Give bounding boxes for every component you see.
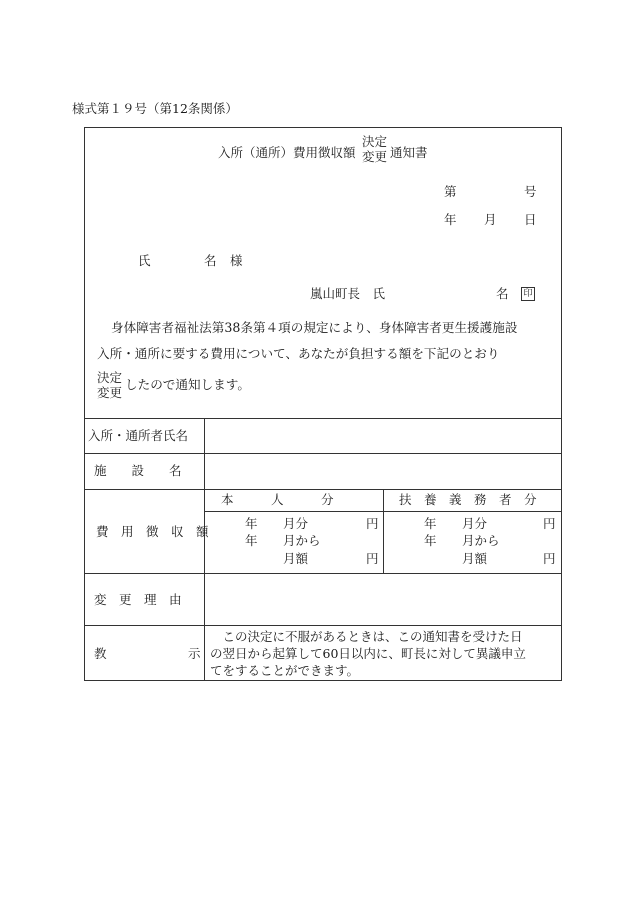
title-option-top: 決定 (362, 134, 388, 149)
supporter-yen-1: 円 (543, 516, 556, 531)
self-yen-2: 円 (366, 551, 379, 566)
row-rule-1 (84, 453, 562, 454)
self-portion-header: 本 人 分 (221, 492, 334, 507)
fee-split-rule (383, 489, 384, 573)
supporter-year-1: 年 (424, 516, 437, 531)
row-rule-4 (84, 625, 562, 626)
addressee-sama: 様 (230, 253, 243, 268)
facility-name-label: 施 設 名 (94, 463, 182, 478)
addressee-shi: 氏 (138, 253, 151, 268)
body-line-3: したので通知します。 (125, 377, 250, 392)
seal-icon: 印 (521, 287, 535, 301)
supporter-yen-2: 円 (543, 551, 556, 566)
row-rule-3 (84, 573, 562, 574)
label-column-rule (204, 418, 205, 681)
addressee-mei: 名 (204, 253, 217, 268)
fee-label: 費 用 徴 収 額 (96, 524, 209, 539)
date-month: 月 (484, 212, 497, 227)
supporter-from-month: 月から (462, 533, 500, 548)
self-year-2: 年 (245, 533, 258, 548)
form-label: 様式第１９号（第12条関係） (72, 101, 238, 116)
self-year-1: 年 (245, 516, 258, 531)
supporter-month-portion: 月分 (462, 516, 488, 531)
number-go: 号 (524, 184, 537, 199)
body-line-1: 身体障害者福祉法第38条第４項の規定により、身体障害者更生援護施設 (111, 320, 518, 335)
resident-name-label: 入所・通所者氏名 (88, 428, 189, 443)
body-option-stack (97, 370, 122, 400)
number-dai: 第 (444, 184, 457, 199)
seal-mark (521, 287, 535, 301)
self-yen-1: 円 (366, 516, 379, 531)
supporter-monthly-amount: 月額 (462, 551, 488, 566)
body-line-2: 入所・通所に要する費用について、あなたが負担する額を下記のとおり (97, 346, 500, 361)
title-prefix: 入所（通所）費用徴収額 (218, 145, 356, 160)
self-month-portion: 月分 (283, 516, 309, 531)
date-day: 日 (524, 212, 537, 227)
date-year: 年 (444, 212, 457, 227)
title-option-bottom: 変更 (362, 149, 388, 164)
table-top-rule (84, 418, 562, 419)
row-rule-2 (84, 489, 562, 490)
instruction-line-3: てをすることができます。 (210, 663, 360, 678)
issuer-title: 嵐山町長 氏 (310, 286, 386, 301)
instruction-line-1: この決定に不服があるときは、この通知書を受けた日 (210, 629, 523, 644)
instruction-label-end: 示 (188, 646, 201, 661)
supporter-year-2: 年 (424, 533, 437, 548)
instruction-line-2: の翌日から起算して60日以内に、町長に対して異議申立 (210, 646, 526, 661)
title-suffix: 通知書 (390, 145, 428, 160)
body-option-top: 決定 (97, 370, 123, 385)
issuer-mei: 名 (496, 286, 509, 301)
supporter-portion-header: 扶 養 義 務 者 分 (399, 492, 537, 507)
instruction-label: 教 (94, 646, 107, 661)
title-option-stack (362, 134, 387, 164)
body-option-bottom: 変更 (97, 385, 123, 400)
self-monthly-amount: 月額 (283, 551, 309, 566)
self-from-month: 月から (283, 533, 321, 548)
change-reason-label: 変 更 理 由 (94, 592, 182, 607)
